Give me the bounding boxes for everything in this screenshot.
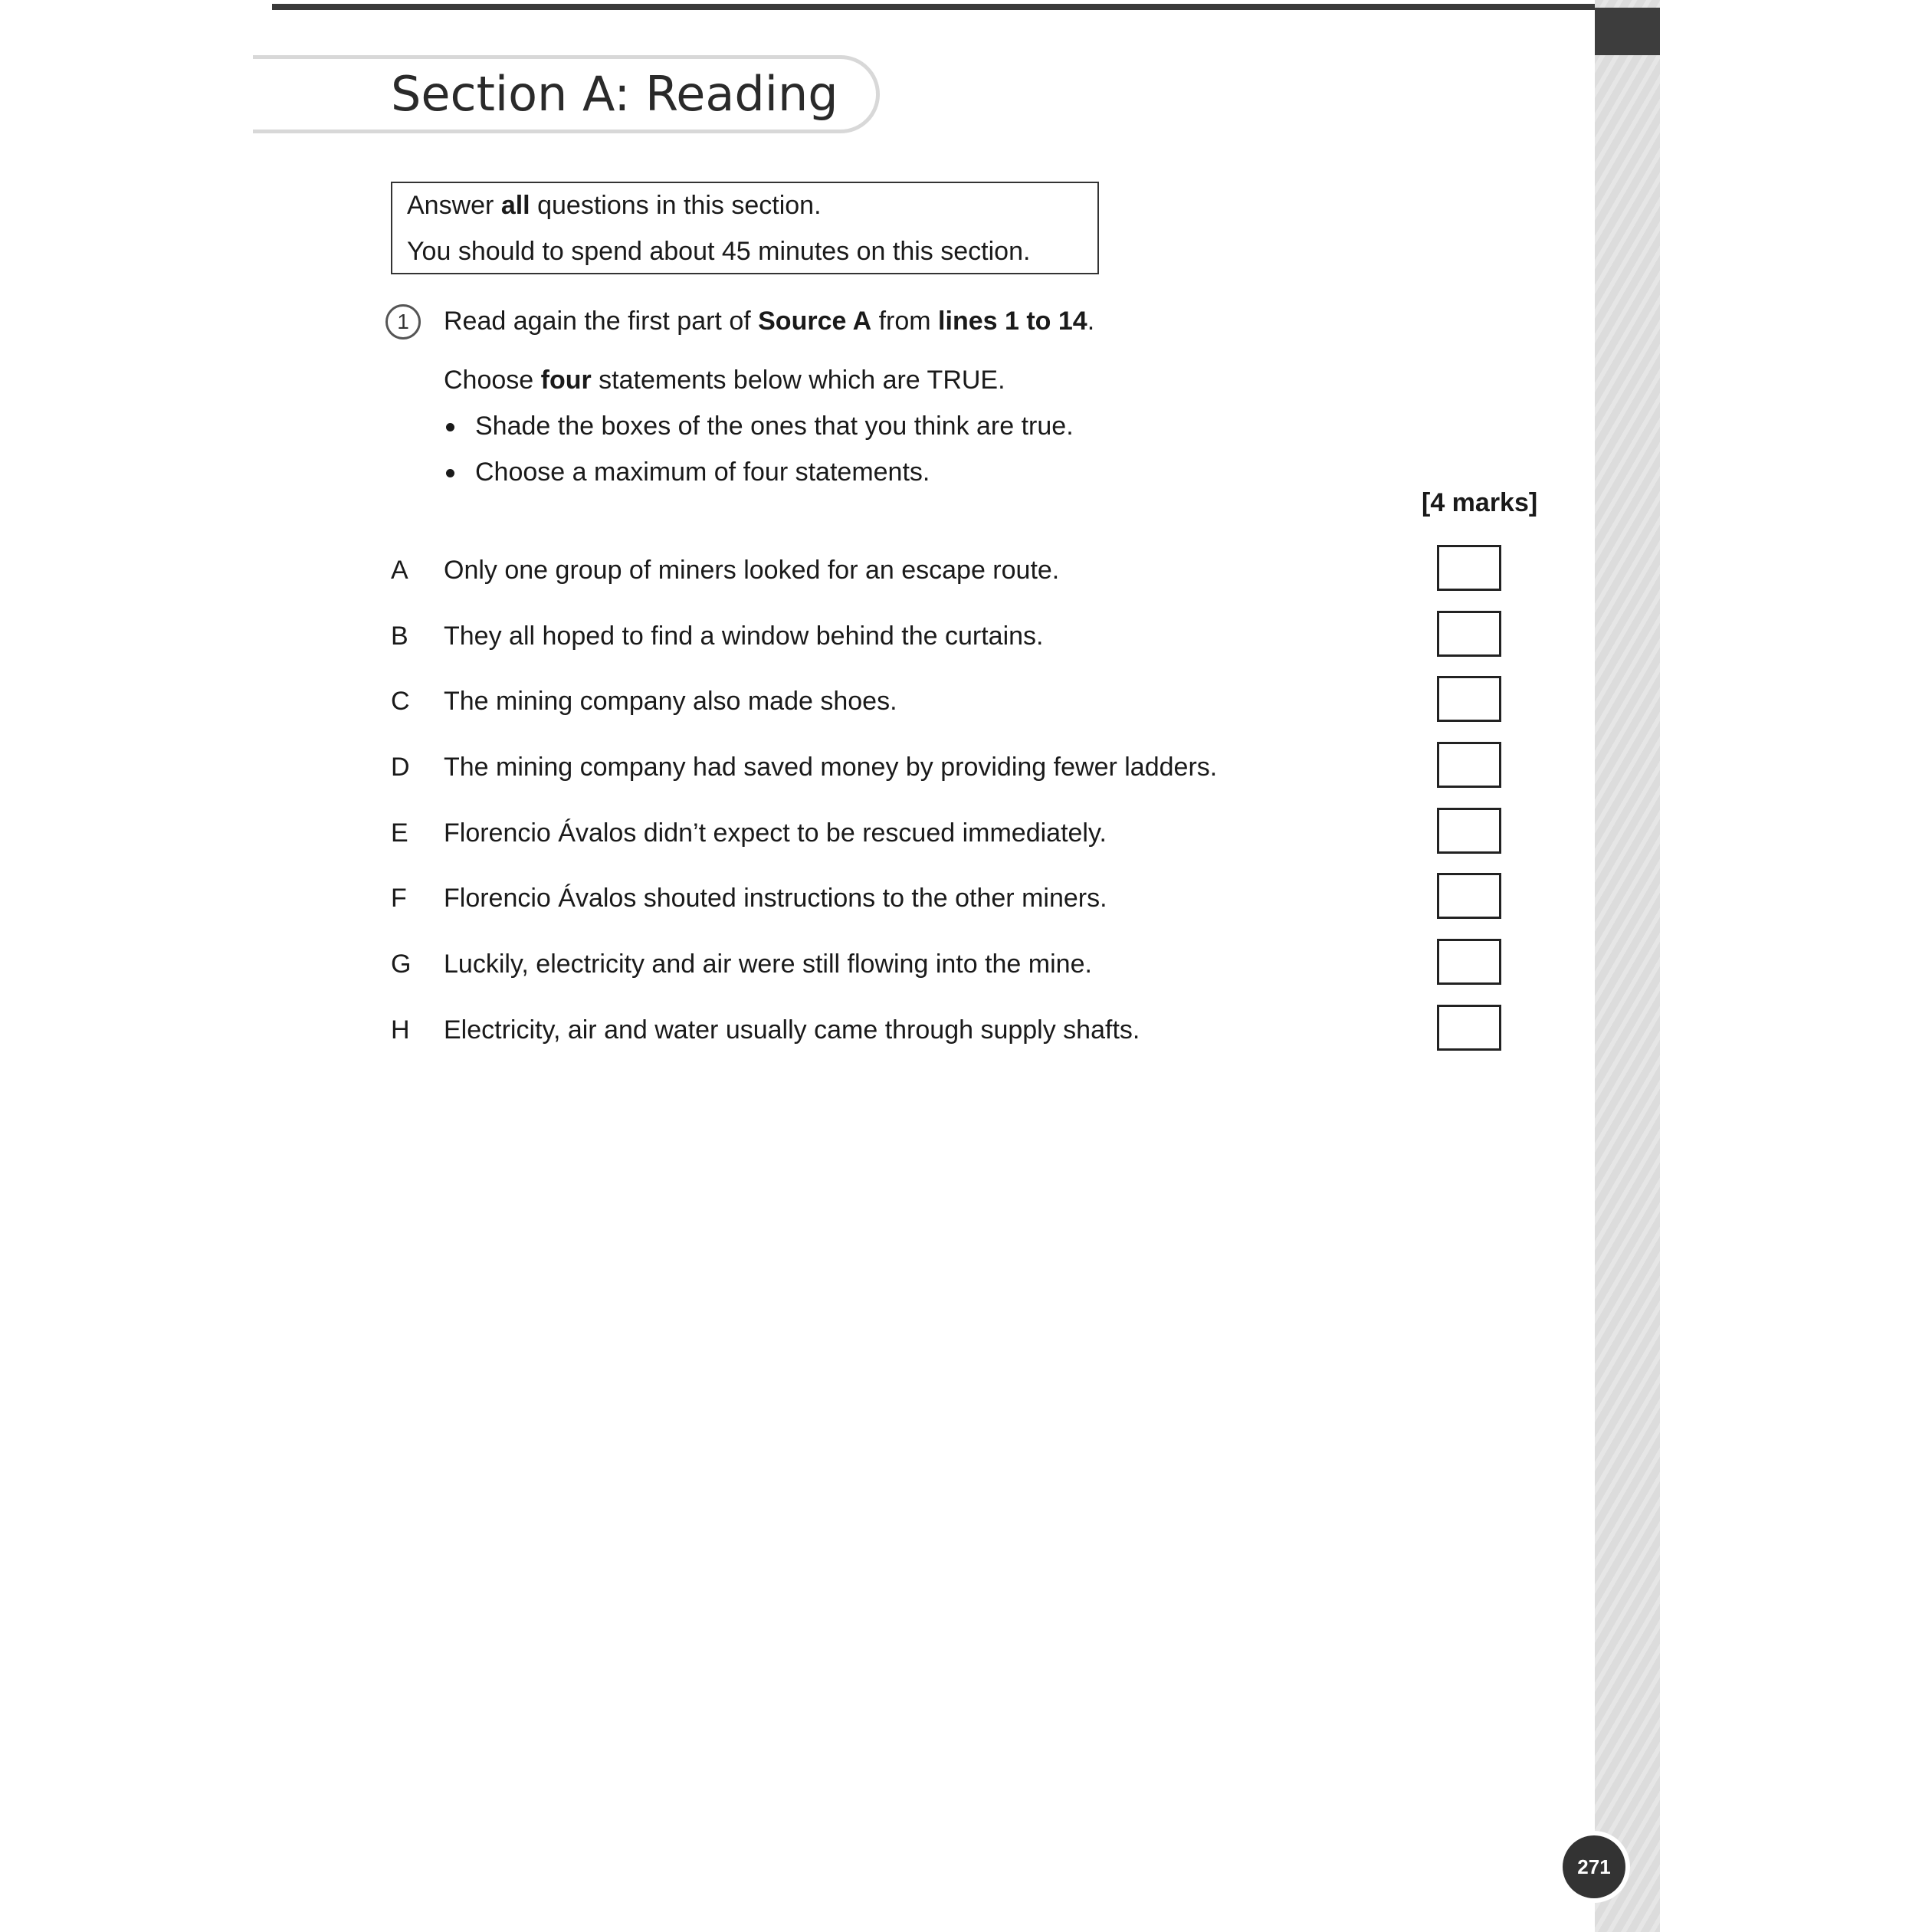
instruction-line-1 [407, 191, 822, 221]
choose-text: statements below which are TRUE. [591, 366, 1005, 395]
bullet-dot [446, 423, 454, 431]
question-number: 1 [385, 304, 421, 339]
choose-text: Choose [444, 366, 541, 395]
answer-checkbox-d[interactable] [1437, 742, 1501, 788]
instruction-emphasis: all [500, 191, 530, 220]
bullet-item: Shade the boxes of the ones that you think are true. [475, 412, 1074, 441]
page-number-badge: 271 [1563, 1835, 1625, 1898]
answer-checkbox-c[interactable] [1437, 676, 1501, 722]
prompt-text: . [1087, 307, 1095, 336]
option-letter: B [391, 622, 408, 651]
prompt-source: Source A [758, 307, 872, 336]
side-tab [1595, 8, 1660, 55]
answer-checkbox-a[interactable] [1437, 545, 1501, 591]
bullet-dot [446, 469, 454, 477]
question-prompt [444, 307, 1094, 336]
answer-checkbox-f[interactable] [1437, 873, 1501, 919]
option-text: Florencio Ávalos didn’t expect to be rescued immediately. [444, 818, 1107, 848]
option-text: The mining company also made shoes. [444, 687, 897, 716]
option-letter: H [391, 1015, 410, 1045]
option-letter: G [391, 950, 412, 979]
top-rule [272, 4, 1595, 10]
side-strip [1595, 0, 1660, 1932]
answer-checkbox-e[interactable] [1437, 808, 1501, 854]
prompt-text: Read again the first part of [444, 307, 759, 336]
option-text: Electricity, air and water usually came through supply shafts. [444, 1015, 1140, 1045]
option-text: The mining company had saved money by providing fewer ladders. [444, 753, 1218, 782]
answer-checkbox-g[interactable] [1437, 939, 1501, 985]
instruction-text: questions in this section. [530, 191, 822, 220]
option-letter: E [391, 818, 408, 848]
answer-checkbox-h[interactable] [1437, 1005, 1501, 1051]
option-letter: D [391, 753, 410, 782]
prompt-text: from [871, 307, 939, 336]
bullet-item: Choose a maximum of four statements. [475, 458, 930, 487]
answer-checkbox-b[interactable] [1437, 611, 1501, 657]
option-text: Only one group of miners looked for an escape route. [444, 556, 1060, 585]
instruction-text: Answer [407, 191, 501, 220]
marks-label: [4 marks] [1422, 488, 1538, 517]
option-text: They all hoped to find a window behind the curtains. [444, 622, 1044, 651]
section-title: Section A: Reading [391, 66, 838, 122]
option-letter: F [391, 884, 407, 913]
option-letter: C [391, 687, 410, 716]
option-letter: A [391, 556, 408, 585]
option-text: Luckily, electricity and air were still flowing into the mine. [444, 950, 1092, 979]
option-text: Florencio Ávalos shouted instructions to the other miners. [444, 884, 1107, 913]
choose-instruction [444, 366, 1005, 395]
prompt-lines: lines 1 to 14 [938, 307, 1087, 336]
instruction-line-2: You should to spend about 45 minutes on this section. [407, 237, 1031, 266]
choose-emphasis: four [540, 366, 592, 395]
instruction-box [391, 182, 1099, 274]
